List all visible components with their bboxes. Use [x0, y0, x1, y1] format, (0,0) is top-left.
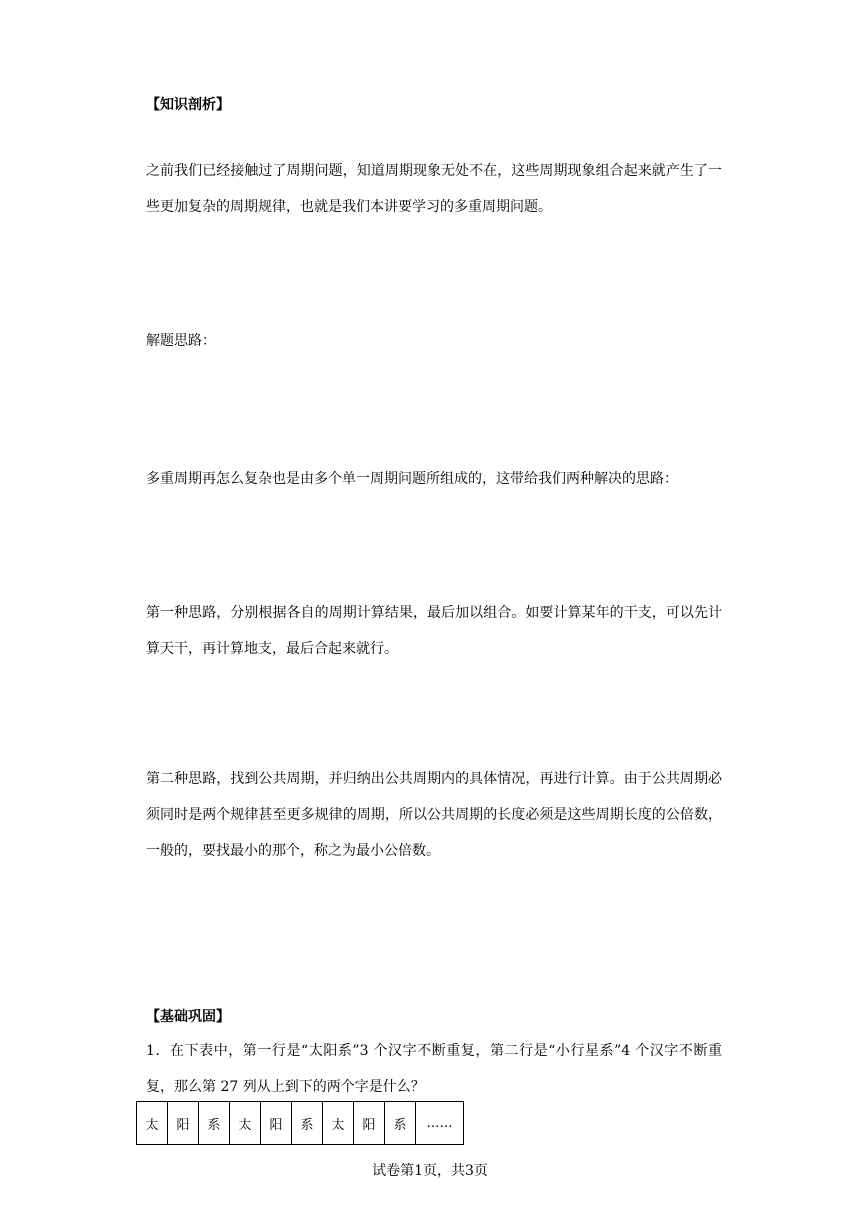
table-cell: …… — [416, 1102, 464, 1145]
table-cell: 太 — [137, 1102, 168, 1145]
table-cell: 阳 — [354, 1102, 385, 1145]
method2-paragraph: 第二种思路，找到公共周期，并归纳出公共周期内的具体情况，再进行计算。由于公共周期必须同时是两个规律甚至更多规律的周期，所以公共周期的长度必须是这些周期长度的公倍数，一般的，要找最小的那个，称之为最小公倍数。 — [146, 771, 722, 859]
method1-paragraph: 第一种思路，分别根据各自的周期计算结果，最后加以组合。如要计算某年的干支，可以先计算天干，再计算地支，最后合起来就行。 — [146, 605, 722, 657]
table-cell: 阳 — [168, 1102, 199, 1145]
approach-label: 解题思路： — [146, 333, 216, 349]
table-cell: 系 — [199, 1102, 230, 1145]
sequence-table — [136, 1101, 464, 1145]
table-cell: 太 — [323, 1102, 354, 1145]
table-row — [137, 1102, 464, 1145]
section-heading-basic: 【基础巩固】 — [146, 1009, 230, 1025]
question-1: 1．在下表中，第一行是“太阳系”3 个汉字不断重复，第二行是“小行星系”4 个汉字不断重复，那么第 27 列从上到下的两个字是什么？ — [146, 1043, 722, 1095]
page-footer: 试卷第1页，共3页 — [372, 1163, 488, 1179]
intro-paragraph: 之前我们已经接触过了周期问题，知道周期现象无处不在，这些周期现象组合起来就产生了一些更加复杂的周期规律，也就是我们本讲要学习的多重周期问题。 — [146, 163, 722, 215]
table-cell: 系 — [385, 1102, 416, 1145]
summary-paragraph: 多重周期再怎么复杂也是由多个单一周期问题所组成的，这带给我们两种解决的思路： — [146, 471, 678, 487]
table-cell: 系 — [292, 1102, 323, 1145]
table-cell: 太 — [230, 1102, 261, 1145]
section-heading-knowledge: 【知识剖析】 — [146, 97, 230, 113]
table-cell: 阳 — [261, 1102, 292, 1145]
